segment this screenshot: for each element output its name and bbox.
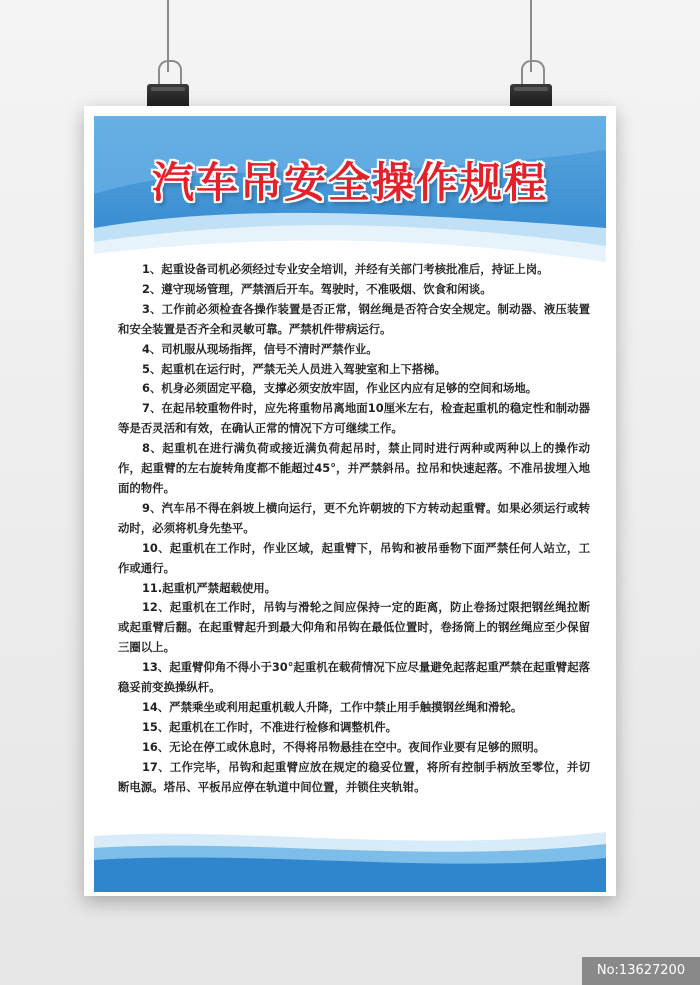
rule-item: 15、起重机在工作时，不准进行检修和调整机件。 bbox=[141, 719, 397, 734]
safety-poster bbox=[84, 106, 616, 896]
poster-title: 汽车吊安全操作规程 bbox=[151, 158, 548, 207]
rule-item: 6、机身必须固定平稳，支撑必须安放牢固，作业区内应有足够的空间和场地。 bbox=[141, 381, 538, 396]
rule-item: 11.起重机严禁超载使用。 bbox=[141, 580, 277, 595]
rule-item: 17、工作完毕，吊钩和起重臂应放在规定的稳妥位置，将所有控制手柄放至零位，并切断电源。塔吊、平板吊应停在轨道中间位置，并锁住夹轨钳。 bbox=[118, 759, 590, 794]
rule-item: 7、在起吊较重物件时，应先将重物吊离地面10厘米左右，检查起重机的稳定性和制动器等是否灵活和有效，在确认正常的情况下方可继续工作。 bbox=[118, 401, 590, 436]
rule-item: 5、起重机在运行时，严禁无关人员进入驾驶室和上下搭梯。 bbox=[141, 361, 447, 376]
rule-item: 9、汽车吊不得在斜坡上横向运行，更不允许朝坡的下方转动起重臂。如果必须运行或转动时，必须将机身先垫平。 bbox=[118, 500, 590, 535]
rule-item: 12、起重机在工作时，吊钩与滑轮之间应保持一定的距离，防止卷扬过限把钢丝绳拉断或起重臂后翻。在起重臂起升到最大仰角和吊钩在最低位置时，卷扬筒上的钢丝绳应至少保留三圈以上。 bbox=[118, 600, 590, 655]
footer-wave-graphic bbox=[94, 824, 606, 892]
rule-item: 8、起重机在进行满负荷或接近满负荷起吊时，禁止同时进行两种或两种以上的操作动作，起重臂的左右旋转角度都不能超过45°，并严禁斜吊。拉吊和快速起落。不准吊拔埋入地面的物件。 bbox=[118, 441, 590, 495]
rule-item: 3、工作前必须检查各操作装置是否正常，钢丝绳是否符合安全规定。制动器、液压装置和安全装置是否齐全和灵敏可靠。严禁机件带病运行。 bbox=[118, 301, 590, 336]
poster-header bbox=[94, 116, 606, 268]
rule-item: 1、起重设备司机必须经过专业安全培训，并经有关部门考核批准后，持证上岗。 bbox=[141, 262, 549, 276]
rules-list bbox=[118, 260, 590, 797]
rule-item: 4、司机服从现场指挥，信号不清时严禁作业。 bbox=[141, 341, 378, 356]
image-id-stamp: No:13627200 bbox=[582, 957, 700, 985]
poster-footer bbox=[94, 824, 606, 892]
rule-item: 13、起重臂仰角不得小于30°起重机在载荷情况下应尽量避免起落起重严禁在起重臂起落稳妥前变换操纵杆。 bbox=[118, 660, 590, 695]
rule-item: 16、无论在停工或休息时，不得将吊物悬挂在空中。夜间作业要有足够的照明。 bbox=[141, 739, 546, 754]
rule-item: 14、严禁乘坐或利用起重机载人升降，工作中禁止用手触摸钢丝绳和滑轮。 bbox=[141, 699, 523, 714]
rule-item: 2、遵守现场管理，严禁酒后开车。驾驶时，不准吸烟、饮食和闲谈。 bbox=[141, 281, 492, 296]
rule-item: 10、起重机在工作时，作业区域，起重臂下，吊钩和被吊垂物下面严禁任何人站立，工作或通行。 bbox=[118, 540, 590, 575]
